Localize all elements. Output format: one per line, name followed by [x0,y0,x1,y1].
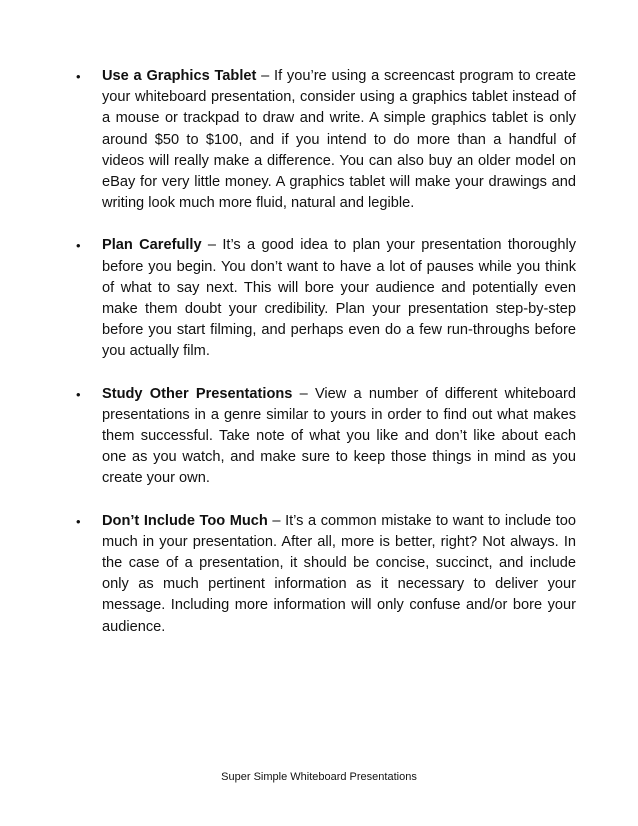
item-text: – It’s a common mistake to want to include too much in your presentation. After all, more is better, right? Not always. In the case of a presentation, it should be concise, succinct, and include only as much pertinent information as it necessary to deliver your message. Including more information will only confuse and/or bore your audience. [102,512,577,635]
list-item-plan-carefully [76,235,576,362]
bullet-icon: • [76,69,81,84]
item-term: Study Other Presentations [102,385,293,402]
tips-list [76,66,576,659]
item-term: Don’t Include Too Much [102,512,268,529]
page-footer: Super Simple Whiteboard Presentations [221,771,417,783]
list-item-study-presentations [76,384,576,490]
item-text: – View a number of different whiteboard presentations in a genre similar to yours in order to find out what makes them successful. Take note of what you like and don’t like about each one as you watch, and make sure to keep those things in mind as you create your own. [102,385,576,487]
bullet-icon: • [76,238,81,254]
item-text: – If you’re using a screencast program to create your whiteboard presentation, consider using a graphics tablet instead of a mouse or trackpad to draw and write. A simple graphics tablet is only around $50 to $100, and if you intend to do more than a handful of videos will really make a difference. You can also buy an older model on eBay for very little money. A graphics tablet will make your drawings and writing look much more fluid, natural and legible. [102,68,576,212]
item-text: – It’s a good idea to plan your presentation thoroughly before you begin. You don’t want to have a lot of pauses while you think of what to say next. This will bore your audience and potentially even make them doubt your credibility. Plan your presentation step-by-step before you start filming, and perhaps even do a few run-throughs before you actually film. [102,237,576,360]
list-item-graphics-tablet [76,66,576,214]
item-term: Use a Graphics Tablet [102,68,257,84]
item-term: Plan Carefully [102,237,202,254]
bullet-icon: • [76,386,81,402]
bullet-icon: • [76,513,81,529]
list-item-dont-include-too-much [76,511,576,638]
